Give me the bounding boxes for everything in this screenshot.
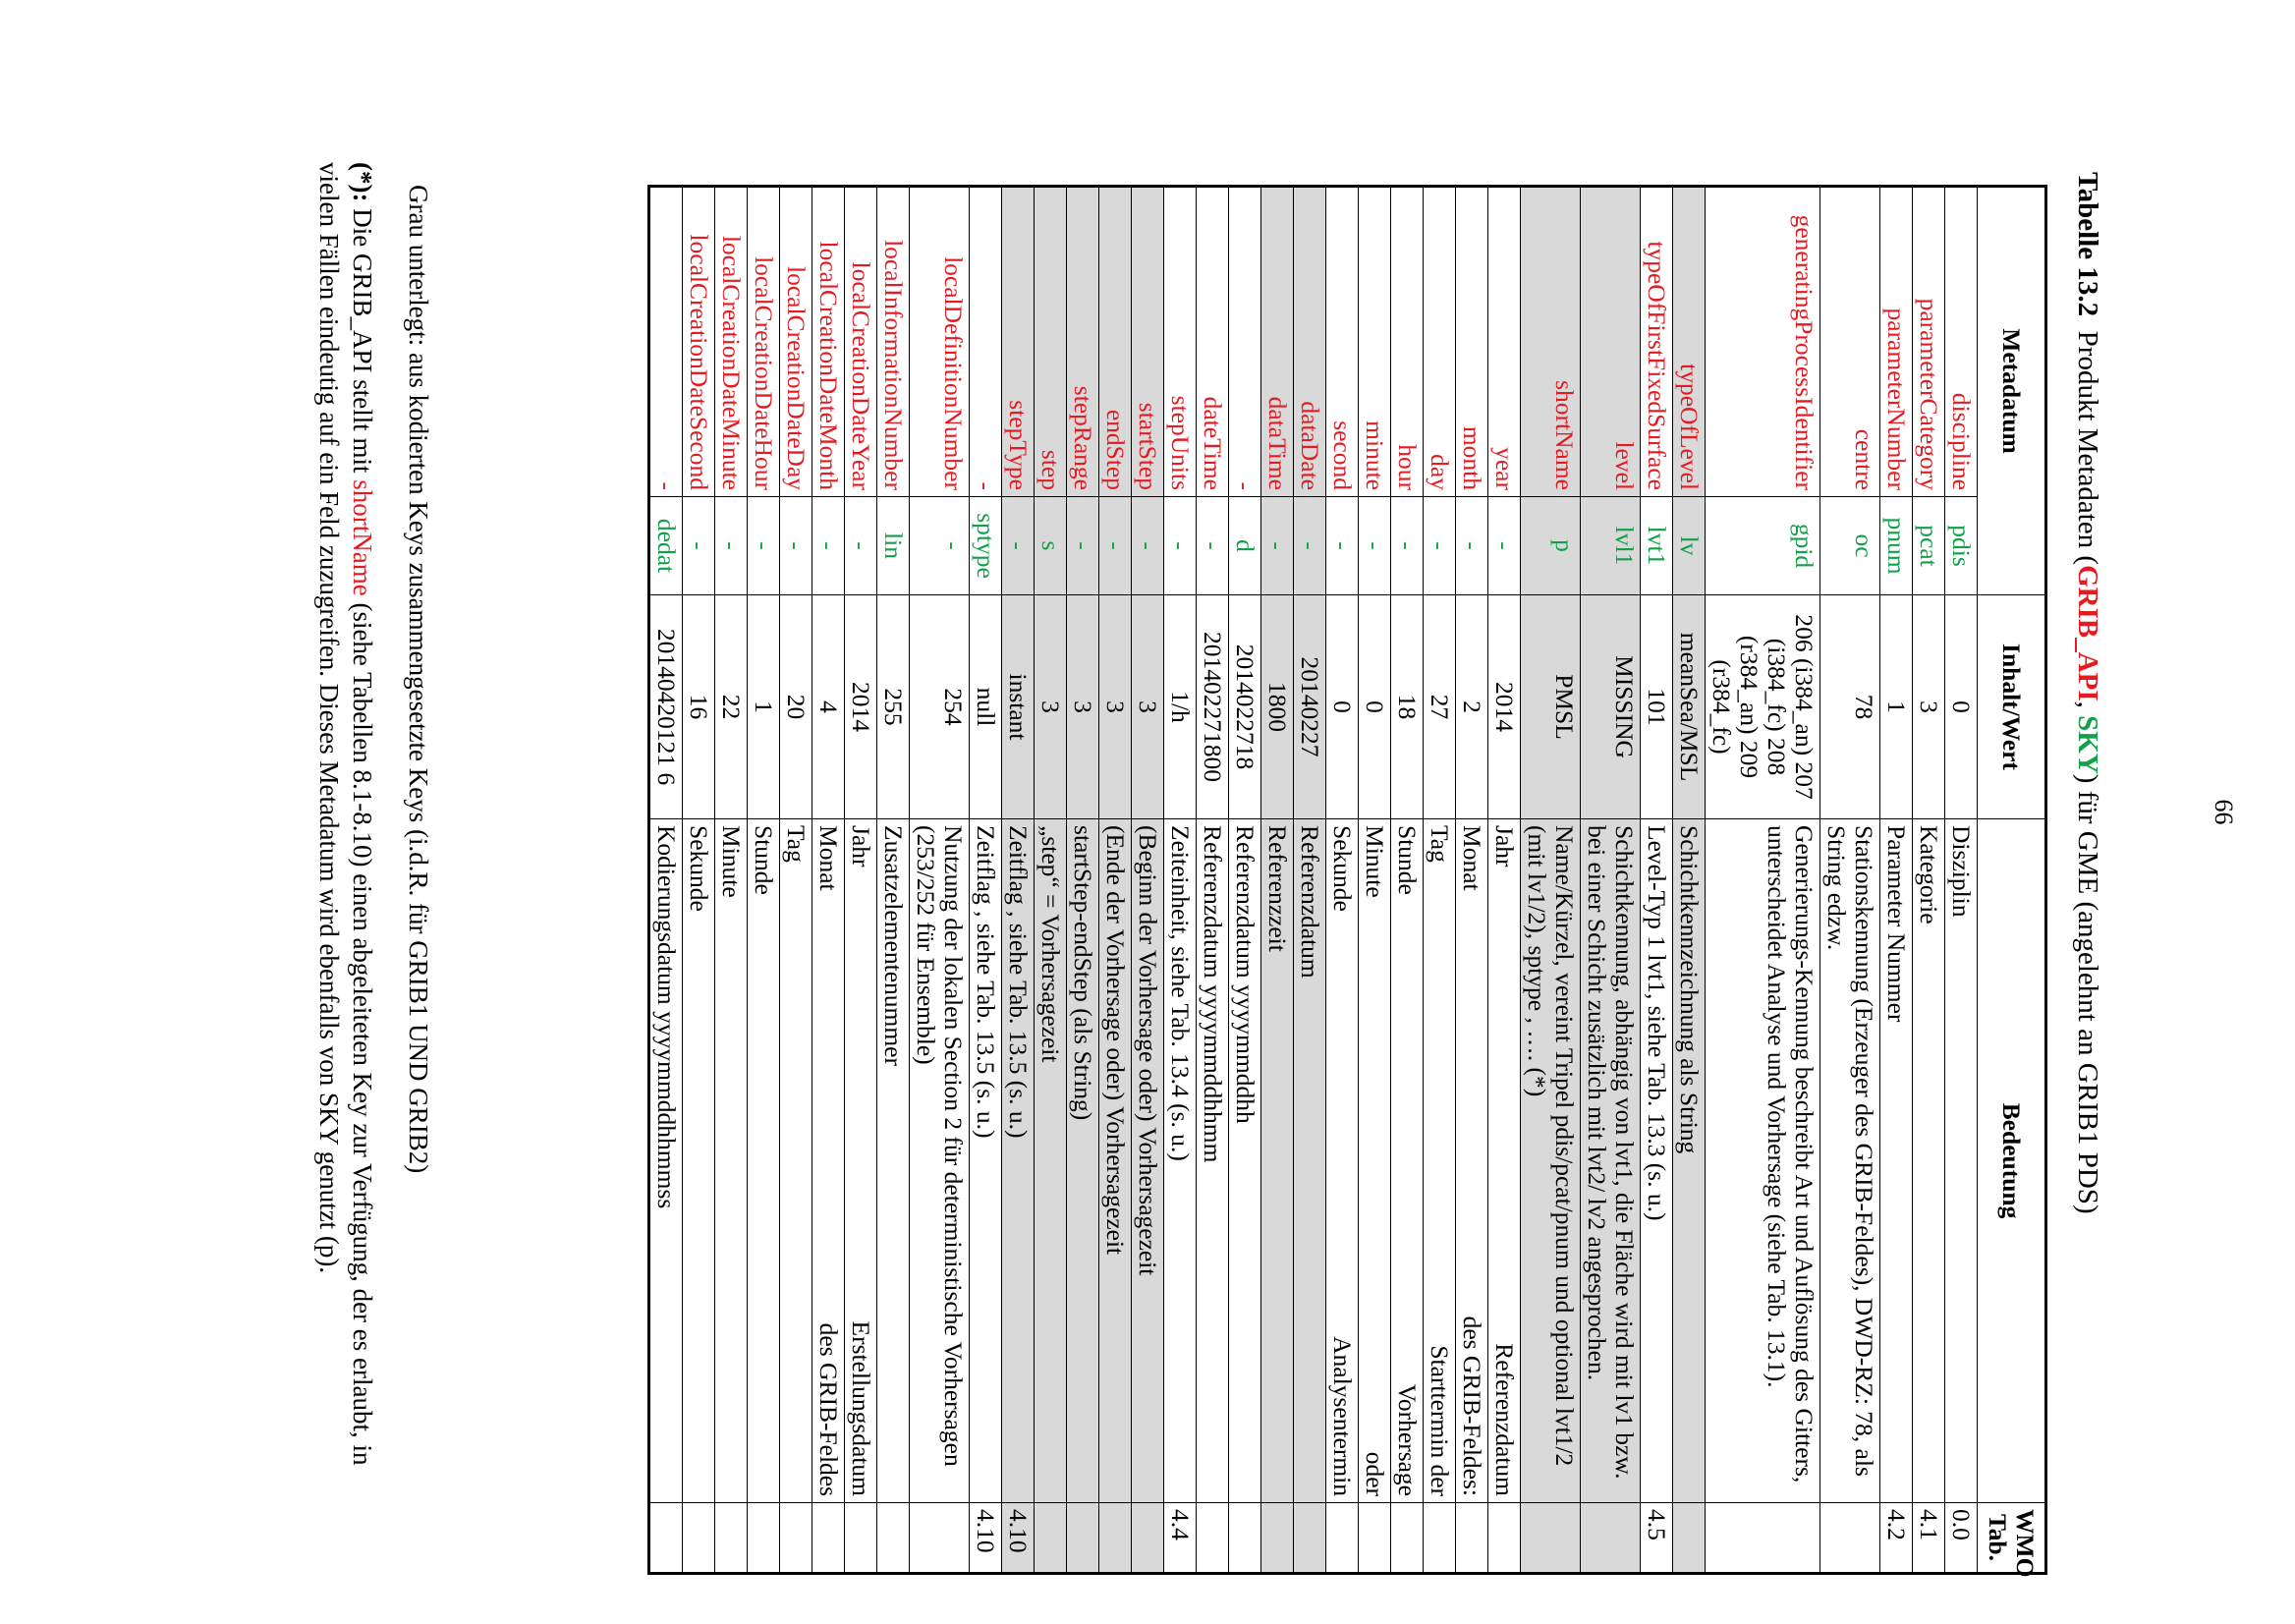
wmo-table-cell [1456, 1503, 1488, 1574]
sky-key-cell: - [1424, 497, 1456, 595]
table-row [715, 187, 748, 1574]
wmo-table-cell [1067, 1503, 1099, 1574]
wmo-table-cell: 4.4 [1164, 1503, 1197, 1574]
wmo-table-cell [1132, 1503, 1164, 1574]
sky-key-cell: - [1164, 497, 1197, 595]
footnote-keyword: shortName [348, 479, 377, 596]
sky-key-cell: s [1035, 497, 1067, 595]
description-cell: Disziplin [1945, 819, 1978, 1503]
metadatum-cell: dateTime [1197, 187, 1229, 497]
description-cell: Kategorie [1913, 819, 1945, 1503]
metadatum-cell: stepRange [1067, 187, 1099, 497]
description-cell: Zusatzelementenummer [877, 819, 910, 1503]
metadatum-cell: step [1035, 187, 1067, 497]
table-row [812, 187, 845, 1574]
value-cell: 2014 [845, 595, 877, 819]
header-inhalt: Inhalt/Wert [1978, 595, 2046, 819]
sky-key-cell: lvl1 [1581, 497, 1641, 595]
metadatum-cell: dataDate [1294, 187, 1326, 497]
metadatum-cell: generatingProcessIdentifier [1706, 187, 1820, 497]
value-cell: 3 [1067, 595, 1099, 819]
table-row [1197, 187, 1229, 1574]
sky-key-cell: - [1488, 497, 1521, 595]
table-row [845, 187, 877, 1574]
description-cell: Stunde [748, 819, 780, 1503]
caption-label: Tabelle 13.2 [2072, 172, 2103, 317]
table-row [780, 187, 812, 1574]
metadatum-cell: typeOfLevel [1673, 187, 1706, 497]
table-row [1261, 187, 1294, 1574]
metadatum-cell: startStep [1132, 187, 1164, 497]
sky-key-cell: - [812, 497, 845, 595]
wmo-table-cell [715, 1503, 748, 1574]
description-text: Tag [1426, 825, 1454, 863]
caption-sep: , [2072, 700, 2103, 716]
sky-key-cell: pnum [1880, 497, 1913, 595]
metadatum-cell: second [1326, 187, 1359, 497]
value-cell: 201402271800 [1197, 595, 1229, 819]
sky-key-cell: - [1261, 497, 1294, 595]
wmo-table-cell: 4.10 [970, 1503, 1002, 1574]
table-row [1424, 187, 1456, 1574]
value-cell: 3 [1913, 595, 1945, 819]
sky-key-cell: sptype [970, 497, 1002, 595]
wmo-table-cell [683, 1503, 715, 1574]
value-cell: 1 [748, 595, 780, 819]
table-row [1913, 187, 1945, 1574]
description-cell: Stationskennung (Erzeuger des GRIB-Feldes), DWD-RZ: 78, als String edzw. [1820, 819, 1880, 1503]
table-row [1002, 187, 1035, 1574]
description-cell: Referenzdatum yyyymmddhhmm [1197, 819, 1229, 1503]
wmo-table-cell [1294, 1503, 1326, 1574]
description-group-text: Vorhersage [1393, 1383, 1422, 1497]
table-row [683, 187, 715, 1574]
wmo-table-cell [780, 1503, 812, 1574]
footnote-text-a: Die GRIB_API stellt mit [348, 201, 377, 480]
metadatum-cell: parameterNumber [1880, 187, 1913, 497]
wmo-table-cell [812, 1503, 845, 1574]
description-cell: Minute [715, 819, 748, 1503]
wmo-table-cell [845, 1503, 877, 1574]
value-cell: 1 [1880, 595, 1913, 819]
sky-key-cell: lin [877, 497, 910, 595]
sky-key-cell: d [1229, 497, 1261, 595]
description-cell: Zeitflag , siehe Tab. 13.5 (s. u.) [970, 819, 1002, 1503]
metadatum-cell: year [1488, 187, 1521, 497]
description-group-text: Analysentermin [1328, 1336, 1357, 1497]
description-text: Stunde [1393, 825, 1422, 895]
table-row [1945, 187, 1978, 1574]
wmo-table-cell [910, 1503, 970, 1574]
description-cell: „step“ = Vorhersagezeit [1035, 819, 1067, 1503]
caption-text-after: ) für GME (angelehnt an GRIB1 PDS) [2072, 773, 2103, 1214]
wmo-table-cell [1229, 1503, 1261, 1574]
description-cell [1424, 819, 1456, 1503]
description-text: Sekunde [1328, 825, 1357, 912]
description-cell: Schichtkennzeichnung als String [1673, 819, 1706, 1503]
description-split [1490, 825, 1518, 1496]
value-cell: null [970, 595, 1002, 819]
value-cell: 2014022718 [1229, 595, 1261, 819]
description-split [1393, 825, 1421, 1496]
value-cell: MISSING [1581, 595, 1641, 819]
metadatum-cell: localCreationDateHour [748, 187, 780, 497]
description-cell: Level-Typ 1 lvt1, siehe Tab. 13.3 (s. u.) [1641, 819, 1673, 1503]
metadata-table-wrapper [647, 185, 2047, 1578]
value-cell: 254 [910, 595, 970, 819]
wmo-table-cell [1581, 1503, 1641, 1574]
description-cell: Generierungs-Kennung beschreibt Art und Auflösung des Gitters, unterscheidet Analyse und Vorhersage (siehe Tab. 13.1). [1706, 819, 1820, 1503]
value-cell: 255 [877, 595, 910, 819]
value-cell: 78 [1820, 595, 1880, 819]
sky-key-cell: - [683, 497, 715, 595]
description-cell [1391, 819, 1424, 1503]
wmo-table-cell [1261, 1503, 1294, 1574]
wmo-table-cell [1391, 1503, 1424, 1574]
wmo-table-cell: 4.2 [1880, 1503, 1913, 1574]
value-cell: 20140420121 6 [649, 595, 683, 819]
table-row [1880, 187, 1913, 1574]
wmo-table-cell [1197, 1503, 1229, 1574]
metadatum-cell: hour [1391, 187, 1424, 497]
value-cell: 3 [1132, 595, 1164, 819]
table-row [1820, 187, 1880, 1574]
description-group-text: Starttermin der [1426, 1345, 1454, 1497]
description-cell: Name/Kürzel, vereint Tripel pdis/pcat/pnum und optional lvt1/2 (mit lv1/2), sptype , …. (*) [1521, 819, 1581, 1503]
value-cell: meanSea/MSL [1673, 595, 1706, 819]
description-text: Jahr [1490, 825, 1519, 868]
description-cell: Kodierungsdatum yyyymmddhhmmss [649, 819, 683, 1503]
value-cell: PMSL [1521, 595, 1581, 819]
value-cell: 0 [1326, 595, 1359, 819]
sky-key-cell: - [1067, 497, 1099, 595]
metadatum-cell: endStep [1099, 187, 1132, 497]
sky-key-cell: - [1132, 497, 1164, 595]
wmo-table-cell: 4.5 [1641, 1503, 1673, 1574]
value-cell: 3 [1099, 595, 1132, 819]
description-split [1328, 825, 1356, 1496]
sky-key-cell: - [910, 497, 970, 595]
value-cell: 4 [812, 595, 845, 819]
table-row [910, 187, 970, 1574]
metadatum-cell: localCreationDateYear [845, 187, 877, 497]
wmo-table-cell [1820, 1503, 1880, 1574]
description-group-text: Erstellungsdatum [847, 1320, 875, 1497]
grey-note: Grau unterlegt: aus kodierten Keys zusammengesetzte Keys (i.d.R. für GRIB1 UND GRIB2) [404, 185, 433, 1174]
sky-key-cell: - [1197, 497, 1229, 595]
description-cell [1488, 819, 1521, 1503]
description-cell: Referenzdatum [1294, 819, 1326, 1503]
metadatum-cell: discipline [1945, 187, 1978, 497]
description-cell [812, 819, 845, 1503]
description-text: Minute [1361, 825, 1389, 898]
footnote-text-b: (siehe Tabellen 8.1-8.10) einen abgeleiteten Key zur Verfügung, der es erlaubt, in vielen Fällen eindeutig auf ein Feld zuzugreifen. Dieses Metadatum wird ebenfalls von SKY genutzt (p). [314, 162, 377, 1466]
description-cell: startStep-endStep (als String) [1067, 819, 1099, 1503]
description-group-text: Referenzdatum [1490, 1343, 1519, 1497]
wmo-table-cell: 0.0 [1945, 1503, 1978, 1574]
description-cell: Tag [780, 819, 812, 1503]
description-cell: Referenzzeit [1261, 819, 1294, 1503]
metadata-table [647, 185, 2047, 1578]
value-cell: 1800 [1261, 595, 1294, 819]
sky-key-cell: gpid [1706, 497, 1820, 595]
description-cell: Schichtkennung, abhängig von lvt1, die Fläche wird mit lv1 bzw. bei einer Schicht zusätzlich mit lvt2/ lv2 angesprochen. [1581, 819, 1641, 1503]
value-cell: 2014 [1488, 595, 1521, 819]
description-cell: (Ende der Vorhersage oder) Vorhersagezeit [1099, 819, 1132, 1503]
sky-key-cell: - [845, 497, 877, 595]
value-cell: 0 [1945, 595, 1978, 819]
metadatum-cell: minute [1359, 187, 1391, 497]
wmo-table-cell [1521, 1503, 1581, 1574]
sky-key-cell: pdis [1945, 497, 1978, 595]
table-row [748, 187, 780, 1574]
metadatum-cell: - [649, 187, 683, 497]
metadatum-cell: shortName [1521, 187, 1581, 497]
value-cell: 20 [780, 595, 812, 819]
description-cell: Zeitflag , siehe Tab. 13.5 (s. u.) [1002, 819, 1035, 1503]
description-text: Monat [1458, 825, 1486, 891]
table-row [1067, 187, 1099, 1574]
sky-key-cell: dedat [649, 497, 683, 595]
sky-key-cell: - [1391, 497, 1424, 595]
table-row [1673, 187, 1706, 1574]
description-cell [845, 819, 877, 1503]
value-cell: 18 [1391, 595, 1424, 819]
description-cell [1456, 819, 1488, 1503]
table-caption [2071, 172, 2103, 1214]
footnote-marker: (*): [348, 162, 377, 202]
table-row [1456, 187, 1488, 1574]
description-group-text: des GRIB-Feldes: [1458, 1316, 1486, 1497]
description-cell [1326, 819, 1359, 1503]
sky-key-cell: pcat [1913, 497, 1945, 595]
wmo-table-cell [877, 1503, 910, 1574]
sky-key-cell: - [1456, 497, 1488, 595]
metadatum-cell: parameterCategory [1913, 187, 1945, 497]
metadatum-cell: stepType [1002, 187, 1035, 497]
description-split [847, 825, 874, 1496]
description-split [1458, 825, 1485, 1496]
wmo-table-cell [649, 1503, 683, 1574]
metadatum-cell: localCreationDateSecond [683, 187, 715, 497]
table-body [649, 187, 1978, 1574]
metadatum-cell: localInformationNumber [877, 187, 910, 497]
value-cell: 3 [1035, 595, 1067, 819]
metadatum-cell: typeOfFirstFixedSurface [1641, 187, 1673, 497]
metadatum-cell: centre [1820, 187, 1880, 497]
table-row [1706, 187, 1820, 1574]
page-number: 66 [2210, 799, 2238, 825]
wmo-table-cell [748, 1503, 780, 1574]
description-cell: Referenzdatum yyyymmddhh [1229, 819, 1261, 1503]
footnote [312, 162, 379, 1498]
value-cell: instant [1002, 595, 1035, 819]
table-row [1099, 187, 1132, 1574]
description-cell [1359, 819, 1391, 1503]
description-cell: Zeiteinheit, siehe Tab. 13.4 (s. u.) [1164, 819, 1197, 1503]
metadatum-cell: localCreationDateMinute [715, 187, 748, 497]
metadatum-cell: - [1229, 187, 1261, 497]
header-bedeutung: Bedeutung [1978, 819, 2046, 1503]
table-row [1294, 187, 1326, 1574]
metadatum-cell: - [970, 187, 1002, 497]
wmo-table-cell [1326, 1503, 1359, 1574]
description-cell: (Beginn der Vorhersage oder) Vorhersagezeit [1132, 819, 1164, 1503]
metadatum-cell: localCreationDateMonth [812, 187, 845, 497]
table-row [1581, 187, 1641, 1574]
table-row [649, 187, 683, 1574]
wmo-table-cell [1424, 1503, 1456, 1574]
sky-key-cell: - [748, 497, 780, 595]
sky-key-cell: lv [1673, 497, 1706, 595]
description-text: Jahr [847, 825, 875, 868]
value-cell: 16 [683, 595, 715, 819]
sky-key-cell: lvt1 [1641, 497, 1673, 595]
metadatum-cell: localCreationDateDay [780, 187, 812, 497]
wmo-table-cell [1099, 1503, 1132, 1574]
table-row [1164, 187, 1197, 1574]
description-group-text: oder [1361, 1451, 1389, 1497]
table-row [1391, 187, 1424, 1574]
wmo-table-cell: 4.10 [1002, 1503, 1035, 1574]
caption-grib-api: GRIB_API [2072, 565, 2103, 701]
sky-key-cell: oc [1820, 497, 1880, 595]
table-row [1488, 187, 1521, 1574]
table-row [1359, 187, 1391, 1574]
description-split [814, 825, 842, 1496]
description-split [1361, 825, 1388, 1496]
description-group-text: des GRIB-Feldes [814, 1322, 843, 1497]
header-wmo: WMO Tab. [1978, 1503, 2046, 1574]
value-cell: 206 (i384_an) 207 (i384_fc) 208 (r384_an) 209 (r384_fc) [1706, 595, 1820, 819]
sky-key-cell: p [1521, 497, 1581, 595]
sky-key-cell: - [1099, 497, 1132, 595]
caption-sky: SKY [2072, 715, 2103, 774]
sky-key-cell: - [1294, 497, 1326, 595]
description-cell: Nutzung der lokalen Section 2 für deterministische Vorhersagen (253/252 für Ensemble) [910, 819, 970, 1503]
description-text: Monat [814, 825, 843, 891]
value-cell: 2 [1456, 595, 1488, 819]
table-header-row [1978, 187, 2046, 1574]
wmo-table-cell [1359, 1503, 1391, 1574]
metadatum-cell: day [1424, 187, 1456, 497]
metadatum-cell: month [1456, 187, 1488, 497]
sky-key-cell: - [1002, 497, 1035, 595]
table-row [1641, 187, 1673, 1574]
sky-key-cell: - [1359, 497, 1391, 595]
metadatum-cell: level [1581, 187, 1641, 497]
value-cell: 22 [715, 595, 748, 819]
table-row [970, 187, 1002, 1574]
wmo-table-cell: 4.1 [1913, 1503, 1945, 1574]
metadatum-cell: localDefinitionNumber [910, 187, 970, 497]
wmo-table-cell [1035, 1503, 1067, 1574]
caption-text-before: Produkt Metadaten ( [2072, 330, 2103, 566]
description-split [1426, 825, 1453, 1496]
sky-key-cell: - [1326, 497, 1359, 595]
value-cell: 1/h [1164, 595, 1197, 819]
description-cell: Sekunde [683, 819, 715, 1503]
value-cell: 101 [1641, 595, 1673, 819]
wmo-table-cell [1488, 1503, 1521, 1574]
header-metadatum: Metadatum [1978, 187, 2046, 595]
value-cell: 27 [1424, 595, 1456, 819]
table-row [1035, 187, 1067, 1574]
sky-key-cell: - [715, 497, 748, 595]
table-row [877, 187, 910, 1574]
table-row [1326, 187, 1359, 1574]
value-cell: 0 [1359, 595, 1391, 819]
value-cell: 20140227 [1294, 595, 1326, 819]
wmo-table-cell [1673, 1503, 1706, 1574]
wmo-table-cell [1706, 1503, 1820, 1574]
table-row [1229, 187, 1261, 1574]
metadatum-cell: dataTime [1261, 187, 1294, 497]
sky-key-cell: - [780, 497, 812, 595]
table-row [1132, 187, 1164, 1574]
metadatum-cell: stepUnits [1164, 187, 1197, 497]
description-cell: Parameter Nummer [1880, 819, 1913, 1503]
table-row [1521, 187, 1581, 1574]
